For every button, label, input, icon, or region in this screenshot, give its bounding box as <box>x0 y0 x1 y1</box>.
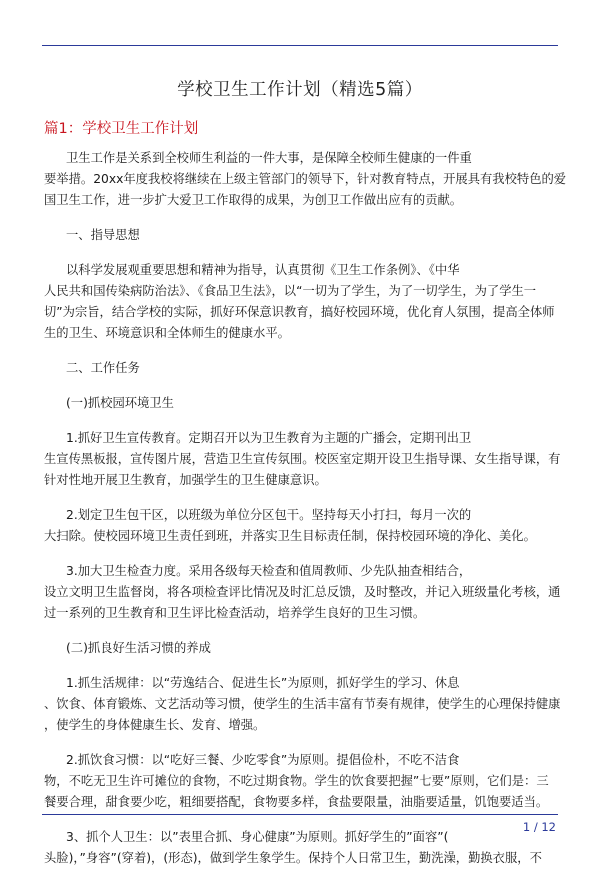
subheading <box>44 393 558 414</box>
text-line: 3.加大卫生检查力度。采用各级每天检查和值周教师、少先队抽查相结合， <box>66 564 472 578</box>
text-line: 二、工作任务 <box>66 361 140 375</box>
text-line: 生宣传黑板报，宣传图片展，营造卫生宣传氛围。校医室定期开设卫生指导课、女生指导课，有 <box>44 452 561 466</box>
text-line: 卫生工作是关系到全校师生利益的一件大事，是保障全校师生健康的一件重 <box>66 151 472 165</box>
text-line: 1.抓生活规律：以“劳逸结合、促进生长”为原则，抓好学生的学习、休息 <box>66 676 460 690</box>
text-line: 大扫除。使校园环境卫生责任到班，并落实卫生目标责任制，保持校园环境的净化、美化。 <box>44 529 536 543</box>
text-line: 2.抓饮食习惯：以“吃好三餐、少吃零食”为原则。提倡俭朴，不吃不洁食 <box>66 753 460 767</box>
text-line: (一)抓校园环境卫生 <box>66 396 174 410</box>
subheading <box>44 225 558 246</box>
text-line: 切”为宗旨，结合学校的实际，抓好环保意识教育，搞好校园环境，优化育人氛围，提高全体师 <box>44 305 555 319</box>
text-line: 、饮食、体育锻炼、文艺活动等习惯，使学生的生活丰富有节奏有规律，使学生的心理保持健康 <box>44 697 561 711</box>
text-line: 以科学发展观重要思想和精神为指导，认真贯彻《卫生工作条例》、《中华 <box>66 263 460 277</box>
text-line: ，使学生的身体健康生长、发育、增强。 <box>44 718 266 732</box>
subheading <box>44 638 558 659</box>
text-line: 餐要合理，甜食要少吃，粗细要搭配，食物要多样，食盐要限量，油脂要适量，饥饱要适当。 <box>44 795 549 809</box>
text-line: 一、指导思想 <box>66 228 140 242</box>
bottom-rule <box>42 814 558 815</box>
text-line: 生的卫生、环境意识和全体师生的健康水平。 <box>44 326 290 340</box>
document-body <box>44 148 567 883</box>
section-heading: 篇1：学校卫生工作计划 <box>44 121 199 137</box>
subheading <box>44 358 558 379</box>
paragraph <box>44 827 558 869</box>
paragraph <box>44 428 561 491</box>
text-line: 3、抓个人卫生：以”表里合抓、身心健康”为原则。抓好学生的”面容”( <box>66 830 449 844</box>
paragraph <box>44 750 558 813</box>
page-indicator: 1 / 12 <box>522 820 556 834</box>
text-line: 2.划定卫生包干区，以班级为单位分区包干。坚持每天小打扫，每月一次的 <box>66 508 472 522</box>
text-line: 人民共和国传染病防治法》、《食品卫生法》，以“一切为了学生，为了一切学生，为了学生一 <box>44 284 537 298</box>
paragraph <box>44 505 558 547</box>
paragraph <box>44 260 558 344</box>
paragraph <box>44 148 567 211</box>
paragraph <box>44 561 561 624</box>
text-line: 过一系列的卫生教育和卫生评比检查活动，培养学生良好的卫生习惯。 <box>44 606 426 620</box>
text-line: 要举措。20xx年度我校将继续在上级主管部门的领导下，针对教育特点，开展具有我校特色的爱 <box>44 172 567 186</box>
text-line: (二)抓良好生活习惯的养成 <box>66 641 211 655</box>
document-title: 学校卫生工作计划（精选5篇） <box>177 80 423 100</box>
text-line: 头脸)，”身容”(穿着)，(形态)，做到学生象学生。保持个人日常卫生，勤洗澡，勤换衣服，不 <box>44 851 542 865</box>
text-line: 物，不吃无卫生许可摊位的食物，不吃过期食物。学生的饮食要把握”七要”原则，它们是：三 <box>44 774 549 788</box>
text-line: 1.抓好卫生宣传教育。定期召开以为卫生教育为主题的广播会，定期刊出卫 <box>66 431 472 445</box>
text-line: 针对性地开展卫生教育，加强学生的卫生健康意识。 <box>44 473 327 487</box>
text-line: 设立文明卫生监督岗，将各项检查评比情况及时汇总反馈，及时整改，并记入班级量化考核，通 <box>44 585 561 599</box>
text-line: 国卫生工作，进一步扩大爱卫工作取得的成果，为创卫工作做出应有的贡献。 <box>44 193 463 207</box>
top-rule <box>42 45 558 46</box>
paragraph <box>44 673 561 736</box>
